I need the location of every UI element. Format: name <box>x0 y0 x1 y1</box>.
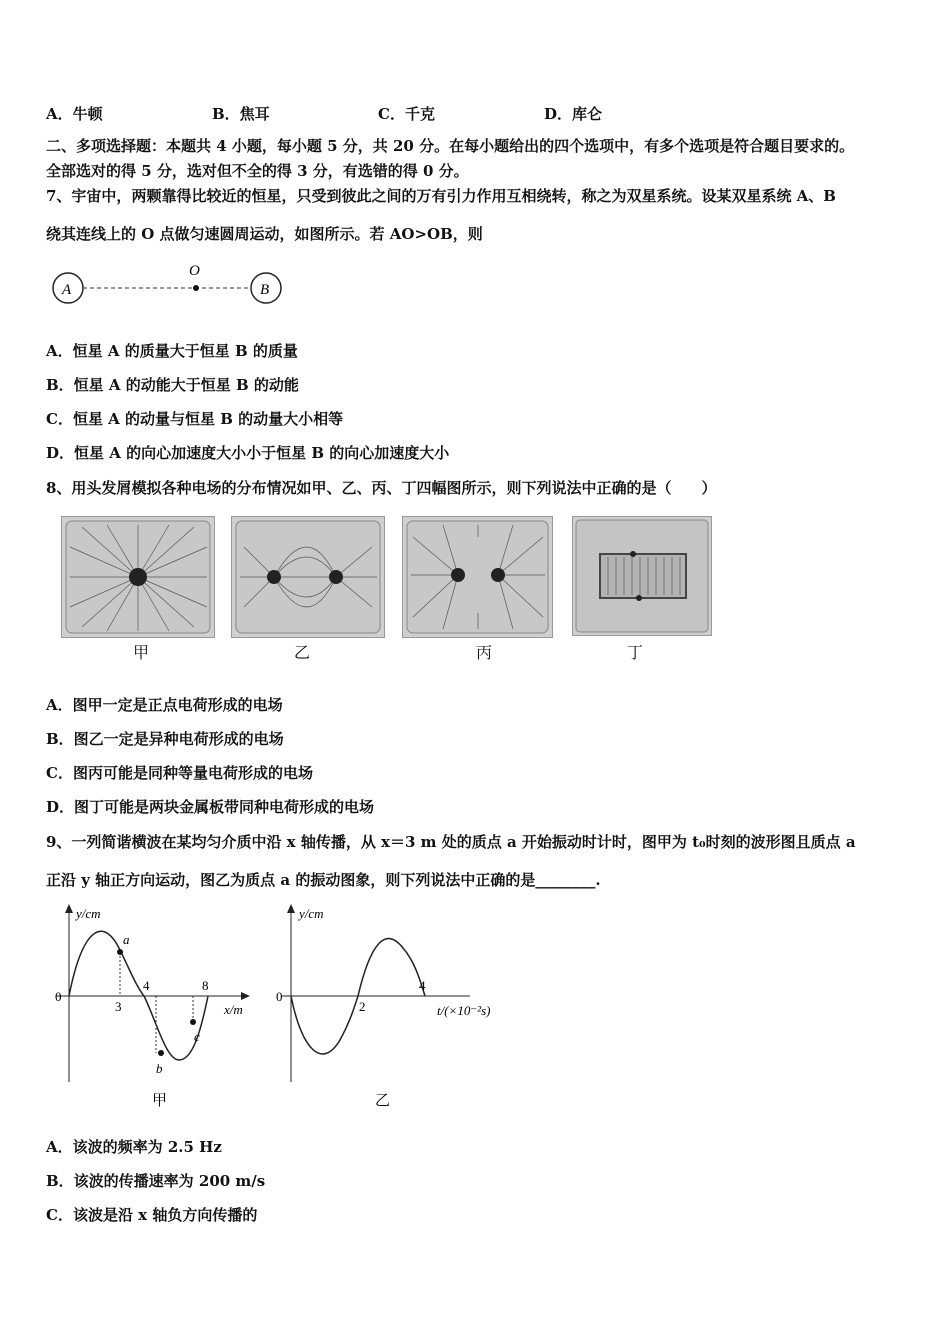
point-b-label: b <box>156 1061 163 1076</box>
point-c-label: c <box>194 1029 200 1044</box>
tick-8: 8 <box>202 978 209 993</box>
graph-jia-caption: 甲 <box>152 1093 168 1109</box>
q9-stem-line1: 9、一列简谐横波在某均匀介质中沿 x 轴传播，从 x＝3 m 处的质点 a 开始振动时计时，图甲为 t₀时刻的波形图且质点 a <box>46 833 856 851</box>
q8-option-b: B．图乙一定是异种电荷形成的电场 <box>46 730 284 748</box>
star-b-label: B <box>260 282 270 298</box>
q8-option-d: D．图丁可能是两块金属板带同种电荷形成的电场 <box>46 798 375 816</box>
q9-option-b: B．该波的传播速率为 200 m/s <box>46 1172 266 1190</box>
q8-option-c: C．图丙可能是同种等量电荷形成的电场 <box>46 764 313 782</box>
origin-label: 0 <box>276 989 283 1004</box>
binary-star-diagram <box>46 258 296 310</box>
origin-label: 0 <box>55 989 62 1004</box>
vibration-graph-yi <box>270 900 520 1110</box>
caption-ding: 丁 <box>627 643 644 662</box>
q7-stem-line1: 7、宇宙中，两颗靠得比较近的恒星，只受到彼此之间的万有引力作用互相绕转，称之为双星系统。设某双星系统 A、B <box>46 187 836 205</box>
x-label: x/m <box>224 1002 243 1017</box>
point-a-label: a <box>123 932 130 947</box>
photo-ding <box>572 516 712 636</box>
tick-3: 3 <box>115 999 122 1014</box>
tick-2: 2 <box>359 999 366 1014</box>
q9-option-a: A．该波的频率为 2.5 Hz <box>46 1138 222 1156</box>
photo-yi <box>231 516 385 638</box>
q6-option-d: D．库仑 <box>544 105 603 123</box>
tick-4: 4 <box>143 978 150 993</box>
q6-option-b: B．焦耳 <box>212 105 270 123</box>
q6-option-a: A．牛顿 <box>46 105 103 123</box>
photo-bing <box>402 516 553 638</box>
q8-stem: 8、用头发屑模拟各种电场的分布情况如甲、乙、丙、丁四幅图所示，则下列说法中正确的是（ ） <box>46 479 717 497</box>
q8-option-a: A．图甲一定是正点电荷形成的电场 <box>46 696 283 714</box>
graph-yi-caption: 乙 <box>375 1093 391 1109</box>
point-b <box>158 1050 164 1056</box>
q7-option-a: A．恒星 A 的质量大于恒星 B 的质量 <box>46 342 298 360</box>
q6-option-c: C．千克 <box>378 105 435 123</box>
caption-jia: 甲 <box>133 643 150 662</box>
point-a <box>117 949 123 955</box>
q7-option-b: B．恒星 A 的动能大于恒星 B 的动能 <box>46 376 299 394</box>
section2-line2: 全部选对的得 5 分，选对但不全的得 3 分，有选错的得 0 分。 <box>46 162 469 180</box>
point-o-label: O <box>189 263 200 279</box>
q7-option-d: D．恒星 A 的向心加速度大小小于恒星 B 的向心加速度大小 <box>46 444 450 462</box>
q7-option-c: C．恒星 A 的动量与恒星 B 的动量大小相等 <box>46 410 344 428</box>
star-a-label: A <box>62 282 72 298</box>
caption-yi: 乙 <box>294 643 311 662</box>
q7-stem-line2: 绕其连线上的 O 点做匀速圆周运动，如图所示。若 AO>OB，则 <box>46 225 483 243</box>
y-label: y/cm <box>299 906 324 921</box>
section2-line1: 二、多项选择题：本题共 4 小题，每小题 5 分，共 20 分。在每小题给出的四个选项中，有多个选项是符合题目要求的。 <box>46 137 855 155</box>
q9-option-c: C．该波是沿 x 轴负方向传播的 <box>46 1206 258 1224</box>
charge-jia <box>129 568 147 586</box>
y-label: y/cm <box>76 906 101 921</box>
point-o <box>193 285 199 291</box>
tick-4: 4 <box>419 978 426 993</box>
wave-graph-jia <box>46 900 261 1110</box>
point-c <box>190 1019 196 1025</box>
photo-jia <box>61 516 215 638</box>
q9-stem-line2: 正沿 y 轴正方向运动，图乙为质点 a 的振动图象，则下列说法中正确的是________. <box>46 871 601 889</box>
caption-bing: 丙 <box>476 643 493 662</box>
t-label: t/(×10⁻²s) <box>437 1003 491 1018</box>
